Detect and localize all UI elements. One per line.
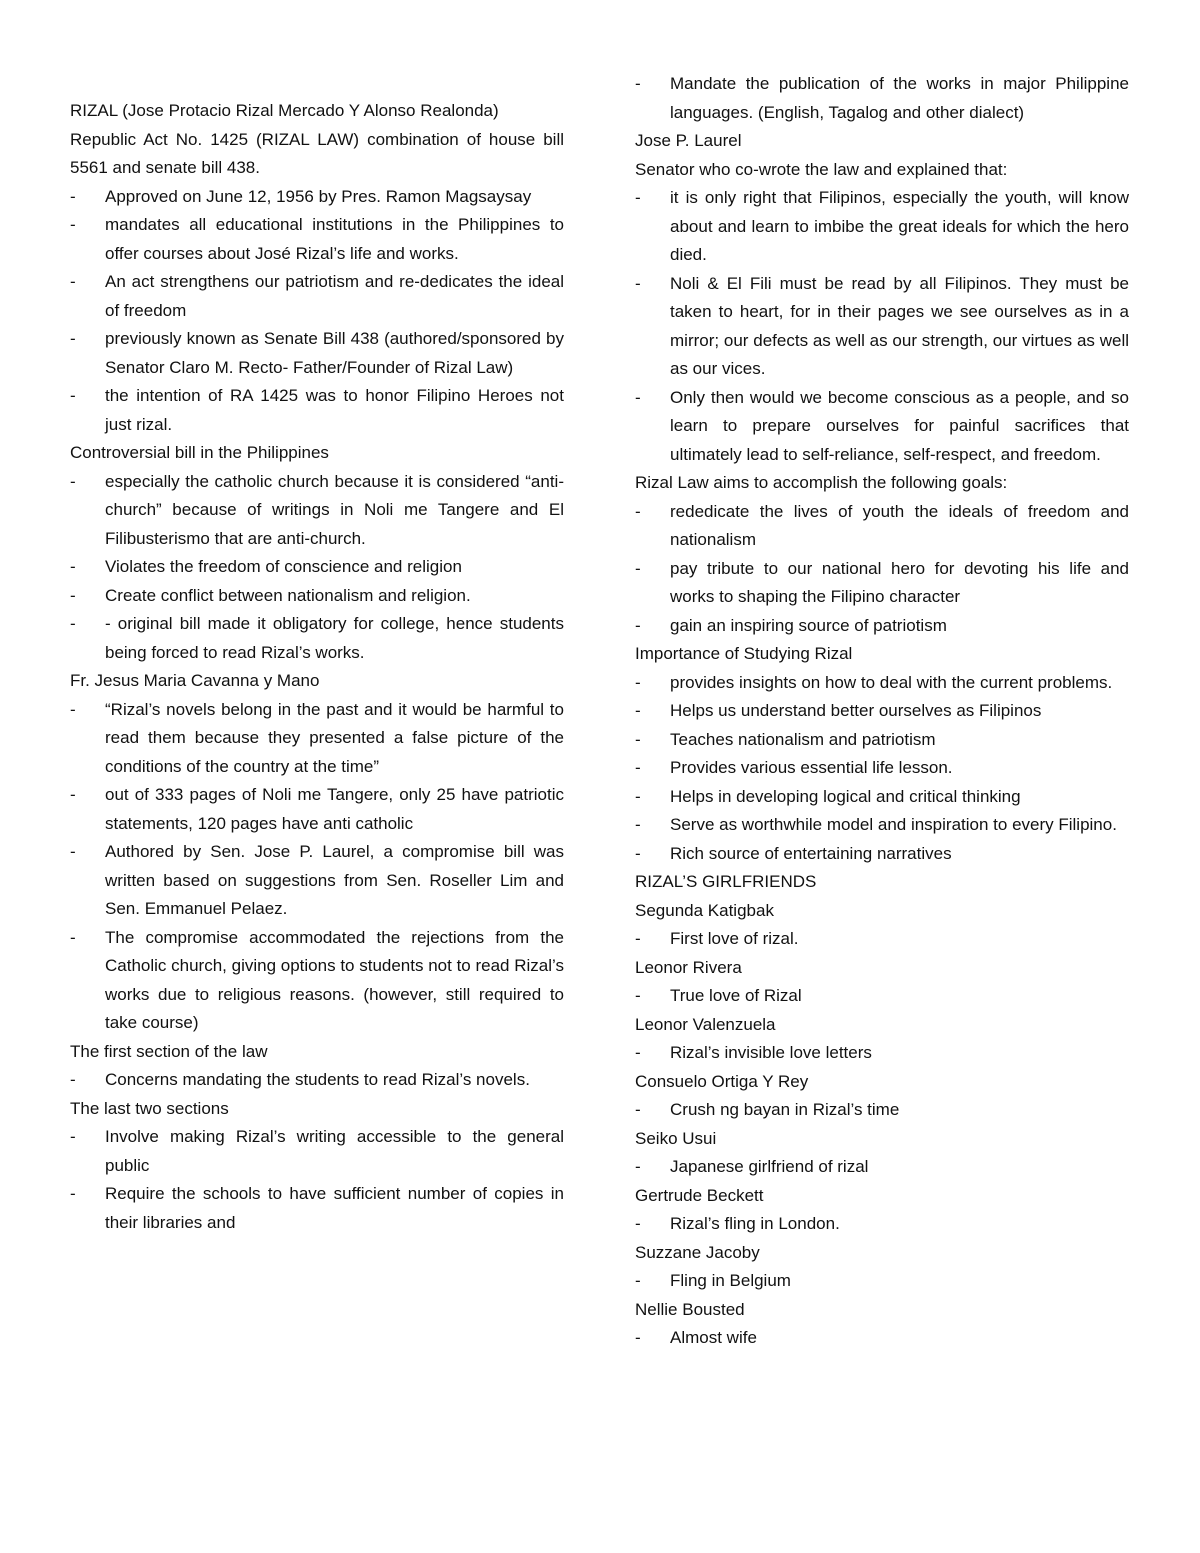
bullet-item bbox=[635, 840, 1129, 869]
text-line: Consuelo Ortiga Y Rey bbox=[635, 1071, 809, 1091]
bullet-dash: - bbox=[70, 272, 76, 291]
bullet-dash: - bbox=[635, 672, 641, 692]
bullet-text: “Rizal’s novels belong in the past and it would be harmful to read them because they presented a false picture of the conditions of the country at the time” bbox=[105, 699, 564, 776]
text-line: Senator who co-wrote the law and explained that: bbox=[635, 159, 1008, 179]
bullet-text: Involve making Rizal’s writing accessible to the general public bbox=[105, 1127, 564, 1175]
text-line: Leonor Valenzuela bbox=[635, 1014, 776, 1034]
bullet-item bbox=[70, 838, 564, 924]
bullet-dash: - bbox=[635, 387, 641, 407]
bullet-text: previously known as Senate Bill 438 (authored/sponsored by Senator Claro M. Recto- Father/Founder of Rizal Law) bbox=[105, 329, 564, 377]
bullet-text: Almost wife bbox=[670, 1328, 757, 1347]
bullet-item bbox=[635, 982, 1129, 1011]
bullet-text: Teaches nationalism and patriotism bbox=[670, 729, 936, 749]
text-line: Leonor Rivera bbox=[635, 957, 742, 977]
bullet-dash: - bbox=[635, 1100, 641, 1119]
bullet-dash: - bbox=[635, 986, 641, 1005]
bullet-item bbox=[70, 1066, 564, 1095]
bullet-text: Mandate the publication of the works in major Philippine languages. (English, Tagalog and other dialect) bbox=[670, 74, 1129, 122]
bullet-dash: - bbox=[635, 929, 641, 948]
bullet-text: provides insights on how to deal with the current problems. bbox=[670, 672, 1113, 692]
bullet-item bbox=[635, 270, 1129, 384]
bullet-dash: - bbox=[70, 785, 76, 804]
bullet-item bbox=[635, 612, 1129, 641]
bullet-dash: - bbox=[635, 1043, 641, 1062]
bullet-item bbox=[635, 1039, 1129, 1068]
bullet-item bbox=[70, 382, 564, 439]
bullet-item bbox=[70, 1180, 564, 1237]
bullet-text: Noli & El Fili must be read by all Filipinos. They must be taken to heart, for in their pages we see ourselves as in a mirror; our defects as well as our strength, our virtues as well as our vices. bbox=[670, 273, 1129, 378]
bullet-item bbox=[635, 726, 1129, 755]
text-line: Fr. Jesus Maria Cavanna y Mano bbox=[70, 671, 320, 690]
bullet-text: An act strengthens our patriotism and re-dedicates the ideal of freedom bbox=[105, 272, 564, 320]
bullet-text: especially the catholic church because it is considered “anti-church” because of writings in Noli me Tangere and El Filibusterismo that are anti-church. bbox=[105, 471, 564, 548]
bullet-item bbox=[635, 555, 1129, 612]
bullet-dash: - bbox=[635, 615, 641, 635]
bullet-item bbox=[635, 1210, 1129, 1239]
bullet-item bbox=[70, 781, 564, 838]
text-line: The first section of the law bbox=[70, 1041, 268, 1061]
bullet-dash: - bbox=[635, 501, 641, 521]
right-column bbox=[635, 70, 1129, 1353]
bullet-dash: - bbox=[70, 614, 76, 633]
text-line: Segunda Katigbak bbox=[635, 900, 774, 920]
text-line: Rizal Law aims to accomplish the following goals: bbox=[635, 473, 1008, 492]
text-line: Seiko Usui bbox=[635, 1128, 717, 1148]
bullet-text: Concerns mandating the students to read Rizal’s novels. bbox=[105, 1070, 530, 1089]
bullet-dash: - bbox=[70, 186, 76, 206]
bullet-dash: - bbox=[70, 1127, 76, 1146]
bullet-item bbox=[635, 811, 1129, 840]
bullet-dash: - bbox=[635, 1157, 641, 1176]
bullet-text: mandates all educational institutions in the Philippines to offer courses about José Rizal’s life and works. bbox=[105, 215, 564, 263]
bullet-dash: - bbox=[635, 815, 641, 834]
bullet-dash: - bbox=[635, 1214, 641, 1233]
text-line: RIZAL (Jose Protacio Rizal Mercado Y Alonso Realonda) bbox=[70, 101, 499, 120]
bullet-dash: - bbox=[635, 701, 641, 720]
bullet-item bbox=[635, 697, 1129, 726]
bullet-dash: - bbox=[635, 1271, 641, 1290]
bullet-item bbox=[635, 669, 1129, 698]
text-line: Republic Act No. 1425 (RIZAL LAW) combination of house bill 5561 and senate bill 438. bbox=[70, 129, 564, 177]
bullet-dash: - bbox=[70, 842, 76, 861]
bullet-text: gain an inspiring source of patriotism bbox=[670, 615, 947, 635]
bullet-item bbox=[70, 1123, 564, 1180]
bullet-item bbox=[635, 1267, 1129, 1296]
bullet-text: Approved on June 12, 1956 by Pres. Ramon Magsaysay bbox=[105, 186, 532, 206]
text-line: Controversial bill in the Philippines bbox=[70, 443, 329, 462]
text-line: Nellie Bousted bbox=[635, 1299, 745, 1319]
bullet-text: Provides various essential life lesson. bbox=[670, 758, 953, 777]
bullet-dash: - bbox=[70, 471, 76, 491]
bullet-text: Authored by Sen. Jose P. Laurel, a compromise bill was written based on suggestions from Sen. Roseller Lim and Sen. Emmanuel Pelaez. bbox=[105, 842, 564, 918]
bullet-text: Violates the freedom of conscience and religion bbox=[105, 557, 462, 576]
bullet-text: it is only right that Filipinos, especially the youth, will know about and learn to imbibe the great ideals for which the hero died. bbox=[670, 188, 1129, 264]
bullet-text: Only then would we become conscious as a people, and so learn to prepare ourselves for painful sacrifices that ultimately lead to self-reliance, self-respect, and freedom. bbox=[670, 387, 1129, 464]
bullet-text: Serve as worthwhile model and inspiration to every Filipino. bbox=[670, 815, 1117, 834]
bullet-item bbox=[635, 384, 1129, 470]
bullet-text: the intention of RA 1425 was to honor Filipino Heroes not just rizal. bbox=[105, 386, 564, 434]
bullet-item bbox=[635, 1153, 1129, 1182]
bullet-item bbox=[70, 924, 564, 1038]
bullet-item bbox=[70, 325, 564, 382]
bullet-text: Fling in Belgium bbox=[670, 1271, 791, 1290]
text-line: Gertrude Beckett bbox=[635, 1185, 764, 1205]
bullet-text: Rich source of entertaining narratives bbox=[670, 843, 952, 863]
bullet-text: Helps in developing logical and critical thinking bbox=[670, 786, 1021, 806]
bullet-dash: - bbox=[70, 585, 76, 605]
bullet-dash: - bbox=[635, 74, 641, 93]
left-column bbox=[70, 97, 564, 1237]
bullet-text: Helps us understand better ourselves as Filipinos bbox=[670, 701, 1042, 720]
bullet-text: First love of rizal. bbox=[670, 929, 799, 948]
bullet-dash: - bbox=[70, 699, 76, 719]
bullet-item bbox=[70, 468, 564, 554]
bullet-item bbox=[70, 183, 564, 212]
bullet-text: Rizal’s fling in London. bbox=[670, 1214, 840, 1233]
bullet-dash: - bbox=[70, 1070, 76, 1089]
bullet-dash: - bbox=[635, 1328, 641, 1347]
bullet-dash: - bbox=[70, 557, 76, 576]
bullet-dash: - bbox=[70, 1184, 76, 1203]
bullet-dash: - bbox=[635, 558, 641, 578]
bullet-item bbox=[635, 1324, 1129, 1353]
bullet-item bbox=[70, 553, 564, 582]
bullet-text: Create conflict between nationalism and religion. bbox=[105, 585, 471, 605]
bullet-item bbox=[635, 925, 1129, 954]
bullet-item bbox=[635, 184, 1129, 270]
text-line: Importance of Studying Rizal bbox=[635, 644, 853, 663]
bullet-item bbox=[635, 498, 1129, 555]
text-line: The last two sections bbox=[70, 1098, 229, 1118]
bullet-dash: - bbox=[70, 386, 76, 405]
bullet-dash: - bbox=[70, 927, 76, 947]
bullet-text: pay tribute to our national hero for devoting his life and works to shaping the Filipino character bbox=[670, 558, 1129, 606]
bullet-dash: - bbox=[635, 843, 641, 863]
bullet-dash: - bbox=[635, 786, 641, 806]
text-line: Suzzane Jacoby bbox=[635, 1242, 760, 1262]
bullet-item bbox=[70, 268, 564, 325]
bullet-text: Crush ng bayan in Rizal’s time bbox=[670, 1100, 900, 1119]
text-line: RIZAL’S GIRLFRIENDS bbox=[635, 872, 817, 891]
bullet-text: - original bill made it obligatory for college, hence students being forced to read Rizal’s works. bbox=[105, 614, 564, 662]
bullet-item bbox=[70, 696, 564, 782]
bullet-text: rededicate the lives of youth the ideals of freedom and nationalism bbox=[670, 501, 1129, 549]
bullet-item bbox=[70, 582, 564, 611]
bullet-text: Require the schools to have sufficient number of copies in their libraries and bbox=[105, 1184, 564, 1232]
bullet-item bbox=[70, 610, 564, 667]
bullet-dash: - bbox=[70, 329, 76, 348]
bullet-dash: - bbox=[635, 273, 641, 293]
bullet-text: The compromise accommodated the rejections from the Catholic church, giving options to students not to read Rizal’s works due to religious reasons. (however, still required to take course) bbox=[105, 927, 564, 1032]
bullet-item bbox=[635, 754, 1129, 783]
bullet-text: out of 333 pages of Noli me Tangere, only 25 have patriotic statements, 120 pages have anti catholic bbox=[105, 785, 564, 833]
bullet-dash: - bbox=[635, 188, 641, 207]
bullet-item bbox=[635, 783, 1129, 812]
bullet-dash: - bbox=[70, 215, 76, 234]
bullet-text: True love of Rizal bbox=[670, 986, 802, 1005]
bullet-item bbox=[635, 70, 1129, 127]
bullet-dash: - bbox=[635, 758, 641, 777]
bullet-item bbox=[635, 1096, 1129, 1125]
bullet-text: Rizal’s invisible love letters bbox=[670, 1043, 872, 1062]
bullet-item bbox=[70, 211, 564, 268]
text-line: Jose P. Laurel bbox=[635, 131, 742, 150]
bullet-dash: - bbox=[635, 729, 641, 749]
bullet-text: Japanese girlfriend of rizal bbox=[670, 1157, 869, 1176]
